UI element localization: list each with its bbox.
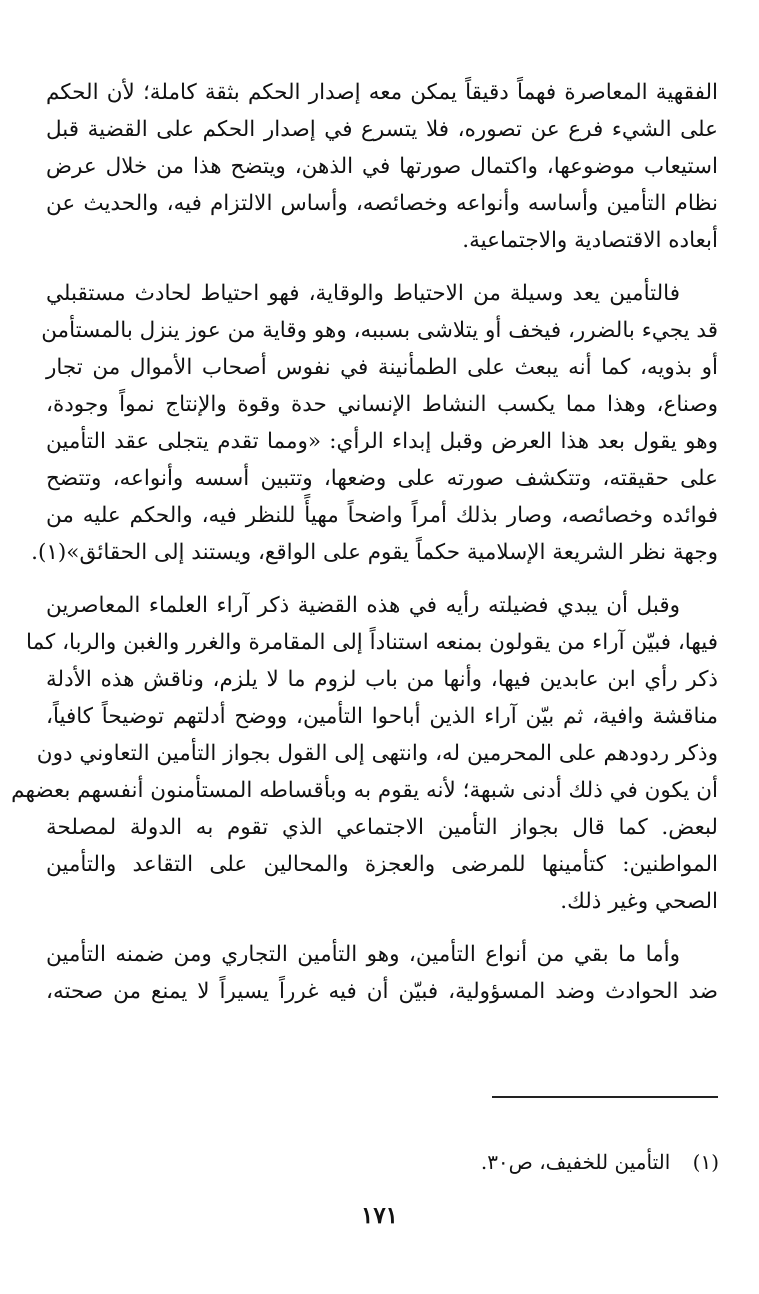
text-line: ذكر رأي ابن عابدين فيها، وأنها من باب لزوم ما لا يلزم، وناقش هذه الأدلة: [46, 667, 718, 692]
text-line: المواطنين: كتأمينها للمرضى والعجزة والمحالين على التقاعد والتأمين: [46, 852, 718, 877]
text-line: نظام التأمين وأساسه وأنواعه وخصائصه، وأساس الالتزام فيه، والحديث عن: [46, 191, 718, 216]
text-line: وصناع، وهذا مما يكسب النشاط الإنساني حدة وقوة والإنتاج نمواً وجودة،: [46, 392, 718, 417]
page-number: ١٧١: [360, 1202, 399, 1229]
text-line: على حقيقته، وتتكشف صورته على وضعها، وتتبين أسسه وأنواعه، وتتضح: [46, 466, 718, 491]
footnote-text: التأمين للخفيف، ص٣٠.: [480, 1150, 671, 1174]
text-line: فوائده وخصائصه، وصار بذلك أمراً واضحاً مهيأً للنظر فيه، والحكم عليه من: [46, 503, 718, 528]
footnote-number: (١): [692, 1150, 719, 1174]
paragraph-2: [31, 275, 718, 571]
text-line: ضد الحوادث وضد المسؤولية، فبيّن أن فيه غرراً يسيراً لا يمنع من صحته،: [46, 979, 718, 1004]
paragraph-1: [46, 74, 718, 259]
paragraph-4: [46, 936, 718, 1010]
body-text: [11, 74, 718, 1026]
footnote-separator: [492, 1096, 718, 1098]
text-line: وهو يقول بعد هذا العرض وقبل إبداء الرأي: «ومما تقدم يتجلى عقد التأمين: [46, 429, 718, 454]
paragraph-3: [11, 587, 718, 920]
footnote: [481, 1150, 719, 1174]
text-line: لبعض. كما قال بجواز التأمين الاجتماعي الذي تقوم به الدولة لمصلحة: [46, 815, 718, 840]
text-line: مناقشة وافية، ثم بيّن آراء الذين أباحوا التأمين، ووضح أدلتهم توضيحاً كافياً،: [46, 704, 718, 729]
text-line: الصحي وغير ذلك.: [560, 889, 718, 914]
text-line: استيعاب موضوعها، واكتمال صورتها في الذهن، ويتضح هذا من خلال عرض: [46, 154, 718, 179]
text-line: أبعاده الاقتصادية والاجتماعية.: [462, 228, 718, 253]
text-line: وذكر ردودهم على المحرمين له، وانتهى إلى القول بجواز التأمين التعاوني دون: [36, 741, 718, 766]
text-line: أو بذويه، كما أنه يبعث على الطمأنينة في نفوس أصحاب الأموال من تجار: [46, 355, 718, 380]
text-line: وجهة نظر الشريعة الإسلامية حكماً يقوم على الواقع، ويستند إلى الحقائق»(١).: [31, 540, 718, 565]
text-line: فيها، فبيّن آراء من يقولون بمنعه استناداً إلى المقامرة والغرر والغبن والربا، كما: [26, 630, 718, 655]
text-line: فالتأمين يعد وسيلة من الاحتياط والوقاية، فهو احتياط لحادث مستقبلي: [46, 281, 680, 306]
text-line: أن يكون في ذلك أدنى شبهة؛ لأنه يقوم به وبأقساطه المستأمنون أنفسهم بعضهم: [11, 778, 718, 803]
text-line: الفقهية المعاصرة فهماً دقيقاً يمكن معه إصدار الحكم بثقة كاملة؛ لأن الحكم: [46, 80, 718, 105]
text-line: وأما ما بقي من أنواع التأمين، وهو التأمين التجاري ومن ضمنه التأمين: [46, 942, 680, 967]
text-line: قد يجيء بالضرر، فيخف أو يتلاشى بسببه، وهو وقاية من عوز ينزل بالمستأمن: [41, 318, 718, 343]
text-line: وقبل أن يبدي فضيلته رأيه في هذه القضية ذكر آراء العلماء المعاصرين: [46, 593, 680, 618]
text-line: على الشيء فرع عن تصوره، فلا يتسرع في إصدار الحكم على القضية قبل: [46, 117, 718, 142]
